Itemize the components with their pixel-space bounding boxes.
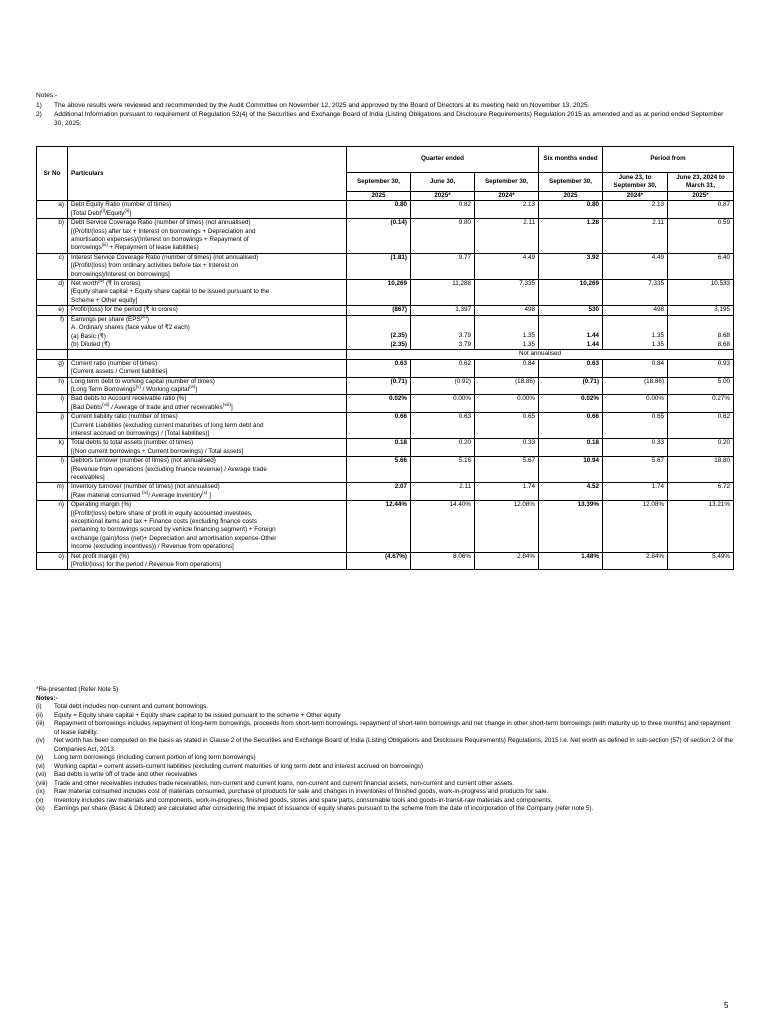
particulars-line: [Bad Debts$^{(vii)}$ / Average of trade and other receivables$^{(viii)}$] — [71, 401, 233, 411]
row-value: 0.65 — [475, 413, 539, 439]
row-particulars — [68, 315, 347, 350]
footnote-text: Bad debts is write off of trade and other receivables — [54, 771, 198, 778]
row-particulars — [68, 253, 347, 279]
eps-diluted-value: 1.44 — [586, 340, 600, 348]
row-value: 1.48% — [539, 552, 603, 570]
row-value: 2.11 — [603, 219, 668, 254]
row-sr-no: g) — [37, 359, 68, 377]
row-value: 2.13 — [603, 201, 668, 219]
header-period-from: Period from — [603, 147, 734, 173]
header-col-year: 2025 — [347, 192, 411, 201]
particulars-line: Bad debts to Account receivable ratio (%) — [71, 395, 187, 403]
row-sr-no: c) — [37, 253, 68, 279]
particulars-line: pertaining to borrowings sourced by vehicle financing segment) + Foreign — [71, 526, 276, 534]
row-value: 0.65 — [603, 413, 668, 439]
row-value: 2.84% — [475, 552, 539, 570]
table-row — [37, 377, 734, 395]
header-col-year: 2025* — [668, 192, 734, 201]
header-col-year: 2024* — [603, 192, 668, 201]
eps-diluted-value: (2.35) — [390, 340, 407, 348]
row-value: 0.82 — [411, 201, 475, 219]
row-value: 5.67 — [475, 457, 539, 483]
particulars-line: exceptional items and tax + Finance costs (excluding finance costs — [71, 518, 258, 526]
particulars-line: [(Profit/(loss) before share of profit in equity accounted investees, — [71, 509, 253, 517]
particulars-line: A. Ordinary shares (face value of ₹2 each) — [71, 324, 190, 332]
row-value: (0.14) — [347, 219, 411, 254]
particulars-line: (a) Basic (₹) — [71, 332, 106, 340]
footnote-number: (ii) — [36, 711, 43, 719]
particulars-line: Income (excluding incentives)) / Revenue from operations] — [71, 543, 234, 551]
row-value: 0.80 — [539, 201, 603, 219]
row-value: 0.63 — [411, 413, 475, 439]
footnote-item — [36, 712, 734, 721]
footnote-text: Working capital = current assets-current liabilities (excluding current maturities of long term debt and interest accrued on borrowings) — [54, 762, 423, 770]
footnote-text: Repayment of borrowings includes repayment of long-term borrowings, proceeds from short-term borrowings, repayment of short-term borrowings and net change in other short-term borrowings (with maturity up to three months) and repayment of lease liability. — [54, 720, 731, 736]
header-col-date: September 30, — [475, 173, 539, 192]
row-value: 5.16 — [411, 457, 475, 483]
header-quarter-ended: Quarter ended — [347, 147, 539, 173]
footnote-item — [36, 754, 734, 763]
note-text: Additional Information pursuant to requirement of Regulation 52(4) of the Securities and Exchange Board of India (Listing Obligations and Disclosure Requirements) Regulation 2015 as amended and as at period ended September 30, 2025: — [54, 111, 724, 127]
row-sr-no: m) — [37, 483, 68, 501]
particulars-line: Inventory turnover (number of times) (not annualised) — [71, 483, 220, 491]
row-value: 0.18 — [347, 439, 411, 457]
footnote-item — [36, 703, 734, 712]
particulars-line: Net profit margin (%) — [71, 552, 130, 560]
row-value: 0.62 — [668, 413, 734, 439]
header-col-date: September 30, — [347, 173, 411, 192]
row-value: 0.80 — [347, 201, 411, 219]
row-value: 0.00% — [603, 395, 668, 413]
row-sr-no: j) — [37, 413, 68, 439]
row-value: 498 — [603, 306, 668, 315]
row-particulars — [68, 413, 347, 439]
table-row — [37, 439, 734, 457]
footnote-item — [36, 805, 734, 814]
particulars-line: borrowings)/Interest on borrowings] — [71, 270, 170, 278]
row-value: 11,288 — [411, 280, 475, 306]
footnote-number: (iii) — [36, 720, 45, 727]
row-value: 0.84 — [475, 359, 539, 377]
row-value: (18.86) — [475, 377, 539, 395]
row-value: 13.21% — [668, 501, 734, 552]
footnote-number: (vii) — [36, 771, 47, 778]
row-particulars — [68, 306, 347, 315]
row-value: 0.02% — [539, 395, 603, 413]
particulars-line: Earnings per share (EPS$^{(xi)}$) — [71, 313, 150, 323]
row-particulars — [68, 377, 347, 395]
header-col-date: June 23, to September 30, — [603, 173, 668, 192]
row-value — [347, 315, 411, 350]
row-value: 0.20 — [411, 439, 475, 457]
header-particulars: Particulars — [68, 147, 347, 201]
footnote-text: Net worth has been computed on the basis as stated in Clause 2 of the Securities and Exchange Board of India (Listing Obligations and Disclosure Requirements) Regulations, 2015 i.e. Net worth as defined in sub-section (57) of section 2 of the Companies Act, 2013. — [54, 737, 734, 753]
row-particulars — [68, 219, 347, 254]
row-sr-no: o) — [37, 552, 68, 570]
notes-bottom — [36, 686, 734, 814]
footnote-number: (i) — [36, 703, 42, 710]
table-row — [37, 457, 734, 483]
particulars-line: Debtors turnover (number of times) (not annualised) — [71, 457, 216, 465]
footnote-number: (xi) — [36, 805, 45, 812]
particulars-line: (b) Diluted (₹) — [71, 340, 110, 348]
particulars-line: borrowings$^{(iii)}$ + Repayment of lease liabilities) — [71, 242, 199, 252]
particulars-line: Debt Service Coverage Ratio (number of times) (not annualised) — [71, 219, 251, 227]
row-sr-no: f) — [37, 315, 68, 350]
page-number: 5 — [724, 1001, 729, 1010]
row-value: 0.62 — [411, 359, 475, 377]
represented-note: *Re-presented (Refer Note 5) — [36, 686, 119, 693]
footnote-text: Total debt includes non-current and current borrowings. — [54, 703, 209, 710]
row-particulars — [68, 395, 347, 413]
row-value: 0.02% — [347, 395, 411, 413]
particulars-line: [Raw material consumed $^{(ix)}$/ Average inventory$^{(x)}$ ] — [71, 489, 211, 499]
row-value — [539, 315, 603, 350]
row-value: 9.77 — [411, 253, 475, 279]
particulars-line: [(Non current borrowings + Current borrowings) / Total assets] — [71, 447, 244, 455]
row-value: 13.39% — [539, 501, 603, 552]
particulars-line: [Revenue from operations (excluding finance revenue) / Average trade — [71, 465, 267, 473]
particulars-line: Current liability ratio (number of times) — [71, 413, 178, 421]
particulars-line: Total debts to total assets (number of times) — [71, 439, 194, 447]
row-value: 7,335 — [603, 280, 668, 306]
row-value: (867) — [347, 306, 411, 315]
row-value: 1.74 — [603, 483, 668, 501]
row-value: 0.18 — [539, 439, 603, 457]
row-value: 5.67 — [603, 457, 668, 483]
row-value: 0.59 — [668, 219, 734, 254]
row-value: 0.63 — [539, 359, 603, 377]
footnote-item — [36, 763, 734, 772]
row-value: 8.06% — [411, 552, 475, 570]
row-value: 2.84% — [603, 552, 668, 570]
particulars-line: [Equity share capital + Equity share capital to be issued pursuant to the — [71, 288, 270, 296]
note-item — [36, 110, 734, 128]
row-value: 0.00% — [475, 395, 539, 413]
footnote-text: Earnings per share (Basic & Diluted) are calculated after considering the impact of issuance of equity shares pursuant to the scheme from the date of incorporation of the Company (refer note 5). — [54, 805, 594, 812]
row-value: (4.67%) — [347, 552, 411, 570]
row-value: 6.40 — [668, 253, 734, 279]
header-col-date: June 30, — [411, 173, 475, 192]
row-value: 10,533 — [668, 280, 734, 306]
row-value: 12.44% — [347, 501, 411, 552]
row-value: 1.74 — [475, 483, 539, 501]
footnote-item — [36, 797, 734, 806]
table-row — [37, 219, 734, 254]
row-value: 14.40% — [411, 501, 475, 552]
row-particulars — [68, 359, 347, 377]
row-value: 0.93 — [668, 359, 734, 377]
eps-diluted-value: 3.79 — [458, 340, 471, 348]
row-value: 0.66 — [347, 413, 411, 439]
row-value: 0.00% — [411, 395, 475, 413]
header-col-year: 2024* — [475, 192, 539, 201]
row-value — [411, 315, 475, 350]
footnote-number: (vi) — [36, 762, 45, 770]
particulars-line: amortisation expenses)/(Interest on borrowings + Repayment of — [71, 236, 249, 244]
row-value: 2.13 — [475, 201, 539, 219]
row-value: 6.72 — [668, 483, 734, 501]
eps-basic-value: 1.35 — [522, 332, 536, 340]
eps-diluted-value: 1.35 — [651, 340, 665, 348]
header-col-year: 2025 — [539, 192, 603, 201]
row-sr-no: d) — [37, 280, 68, 306]
row-value: 10,269 — [539, 280, 603, 306]
table-row — [37, 350, 734, 359]
row-value: 5.49% — [668, 552, 734, 570]
eps-diluted-value: 8.68 — [717, 340, 731, 348]
footnote-text: Inventory includes raw materials and components, work-in-progress, finished goods, stores and spare parts, consumable tools and goods-in-transit-raw materials and components. — [54, 796, 553, 804]
note-text: The above results were reviewed and recommended by the Audit Committee on November 12, 2025 and approved by the Board of Directors at its meeting held on November 13, 2025. — [54, 102, 590, 109]
financial-ratios-table — [36, 146, 734, 570]
row-particulars — [68, 483, 347, 501]
row-value: 0.33 — [603, 439, 668, 457]
row-value: 9.80 — [411, 219, 475, 254]
footnote-item — [36, 737, 734, 754]
not-annualised-note: Not annualised — [347, 350, 734, 359]
particulars-line: Operating margin (%) — [71, 501, 132, 509]
particulars-line: interest accrued on borrowings) / (Total liabilities)] — [71, 429, 210, 437]
row-value: 0.33 — [475, 439, 539, 457]
row-value: 530 — [539, 306, 603, 315]
row-value: 5.00 — [668, 377, 734, 395]
particulars-line: Scheme + Other equity] — [71, 296, 138, 304]
table-row — [37, 552, 734, 570]
footnote-text: Trade and other receivables includes trade receivables, non-current and current loans, non-current and current financial assets, non-current and current other assets. — [54, 779, 515, 787]
note-number: 1) — [36, 102, 42, 109]
row-value: 0.84 — [603, 359, 668, 377]
row-value: 2.07 — [347, 483, 411, 501]
row-particulars — [68, 439, 347, 457]
particulars-line: Interest Service Coverage Ratio (number of times) (not annualised) — [71, 253, 259, 261]
footnote-item — [36, 780, 734, 789]
table-row — [37, 483, 734, 501]
row-sr-no: a) — [37, 201, 68, 219]
table-row — [37, 201, 734, 219]
footnote-text: Raw material consumed includes cost of materials consumed, purchase of products for sale and changes in inventories of finished goods, work-in-progress and products for sale. — [54, 788, 549, 795]
row-sr-no: e) — [37, 306, 68, 315]
row-value: 498 — [475, 306, 539, 315]
particulars-line: [(Profit/(loss) from ordinary activities before tax + Interest on — [71, 262, 239, 270]
row-value: 18.80 — [668, 457, 734, 483]
particulars-line: [Total Debt$^{(i)}$/Equity$^{(ii)}$] — [71, 207, 132, 217]
row-value: (18.86) — [603, 377, 668, 395]
row-particulars — [68, 280, 347, 306]
table-row — [37, 280, 734, 306]
row-value: 0.66 — [539, 413, 603, 439]
row-value — [475, 315, 539, 350]
table-row — [37, 413, 734, 439]
footnote-item — [36, 788, 734, 797]
row-value: (0.92) — [411, 377, 475, 395]
row-value: (1.81) — [347, 253, 411, 279]
row-value: 12.08% — [475, 501, 539, 552]
row-value — [603, 315, 668, 350]
row-value: 1.28 — [539, 219, 603, 254]
row-value: 3,195 — [668, 306, 734, 315]
particulars-line: [Long Term Borrowings$^{(v)}$ / Working capital$^{(vi)}$] — [71, 383, 198, 393]
table-row — [37, 359, 734, 377]
row-value: 2.11 — [475, 219, 539, 254]
particulars-line: [(Profit/(loss) after tax + Interest on borrowings + Depreciation and — [71, 227, 256, 235]
eps-basic-value: 1.35 — [651, 332, 665, 340]
particulars-line: receivables] — [71, 474, 105, 481]
particulars-line: exchange (gain)/loss (net)+ Depreciation and amortisation expense-Other — [71, 534, 277, 542]
eps-diluted-value: 1.35 — [522, 340, 536, 348]
row-value: 4.52 — [539, 483, 603, 501]
row-sr-no: b) — [37, 219, 68, 254]
footnote-number: (x) — [36, 796, 44, 804]
row-value: 7,335 — [475, 280, 539, 306]
footnote-text: Long term borrowings (including current portion of long term borrowings) — [54, 754, 256, 761]
table-row — [37, 253, 734, 279]
row-sr-no: h) — [37, 377, 68, 395]
eps-basic-value: (2.35) — [390, 332, 407, 340]
particulars-line: Profit/(loss) for the period (₹ In crores) — [71, 306, 178, 314]
header-six-months-ended: Six months ended — [539, 147, 603, 173]
particulars-line: Current ratio (number of times) — [71, 359, 158, 367]
particulars-line: [Current Liabilities (excluding current maturities of long term debt and — [71, 421, 264, 429]
particulars-line: Net worth$^{(iv)}$ (₹ In crores) — [71, 278, 141, 288]
row-sr-no: k) — [37, 439, 68, 457]
row-particulars — [68, 552, 347, 570]
particulars-line: [Profit/(loss) for the period / Revenue from operations] — [71, 561, 222, 569]
row-value: 5.66 — [347, 457, 411, 483]
note-number: 2) — [36, 111, 42, 118]
table-row — [37, 501, 734, 552]
row-sr-no: i) — [37, 395, 68, 413]
notes-top — [36, 91, 734, 128]
header-sr-no: Sr No — [37, 147, 68, 201]
particulars-line: [Current assets / Current liabilities] — [71, 368, 168, 376]
row-particulars — [68, 457, 347, 483]
particulars-line: Debt Equity Ratio (number of times) — [71, 201, 172, 209]
footnote-number: (ix) — [36, 788, 45, 795]
row-value: (0.71) — [539, 377, 603, 395]
row-value: 0.63 — [347, 359, 411, 377]
row-particulars — [68, 201, 347, 219]
row-value: 10.94 — [539, 457, 603, 483]
row-value — [668, 315, 734, 350]
footnote-number: (iv) — [36, 737, 45, 744]
footnote-item — [36, 771, 734, 780]
footnote-number: (viii) — [36, 779, 48, 787]
row-value: 1,397 — [411, 306, 475, 315]
eps-basic-value: 8.68 — [717, 332, 731, 340]
notes-heading: Notes:- — [36, 694, 58, 702]
row-particulars — [68, 501, 347, 552]
footnote-number: (v) — [36, 754, 44, 761]
row-value: 4.49 — [603, 253, 668, 279]
header-col-date: June 23, 2024 to March 31, — [668, 173, 734, 192]
eps-basic-value: 3.79 — [458, 332, 471, 340]
table-row — [37, 395, 734, 413]
row-value: 0.87 — [668, 201, 734, 219]
row-value: (0.71) — [347, 377, 411, 395]
row-sr-no: n) — [37, 501, 68, 552]
row-value: 4.49 — [475, 253, 539, 279]
footnote-text: Equity = Equity share capital + Equity share capital to be issued pursuant to the scheme + Other equity — [54, 711, 341, 719]
row-value: 10,269 — [347, 280, 411, 306]
header-col-year: 2025* — [411, 192, 475, 201]
particulars-line: Long term debt to working capital (number of times) — [71, 377, 215, 385]
row-value: 0.27% — [668, 395, 734, 413]
notes-heading: Notes:- — [36, 92, 58, 99]
eps-basic-value: 1.44 — [586, 332, 600, 340]
row-value: 2.11 — [411, 483, 475, 501]
table-row — [37, 315, 734, 350]
row-value: 12.08% — [603, 501, 668, 552]
note-item — [36, 101, 734, 110]
footnote-item — [36, 720, 734, 737]
row-value: 3.92 — [539, 253, 603, 279]
row-sr-no: l) — [37, 457, 68, 483]
row-value: 0.20 — [668, 439, 734, 457]
header-col-date: September 30, — [539, 173, 603, 192]
